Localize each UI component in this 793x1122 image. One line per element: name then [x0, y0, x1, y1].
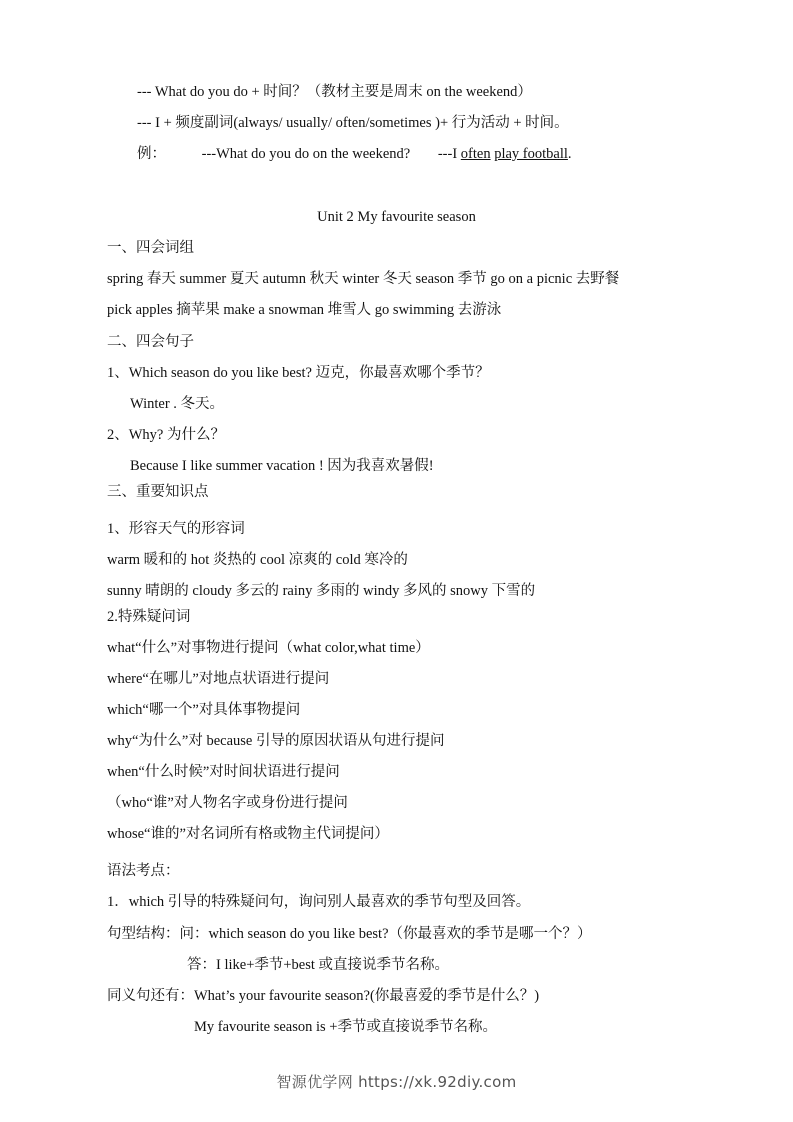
weather-adj-heading: 1、形容天气的形容词 [107, 521, 245, 537]
grammar-line-1: 1．which 引导的特殊疑问句，询问别人最喜欢的季节句型及回答。 [107, 894, 531, 910]
sentence-q1: 1、Which season do you like best? 迈克，你最喜欢哪个季节？ [107, 365, 490, 381]
grammar-line-3: 答：I like+季节+best 或直接说季节名称。 [187, 957, 450, 973]
wh-why: why“为什么”对 because 引导的原因状语从句进行提问 [107, 733, 445, 749]
weather-adj-line-1: warm 暖和的 hot 炎热的 cool 凉爽的 cold 寒冷的 [107, 552, 408, 568]
wh-words-heading: 2.特殊疑问词 [107, 609, 191, 625]
wh-who: （who“谁”对人物名字或身份进行提问 [107, 795, 348, 811]
example-answer-play: play football [494, 146, 568, 162]
section-3-heading: 三、重要知识点 [107, 484, 209, 500]
example-line [137, 145, 572, 163]
example-label: 例： [137, 146, 166, 162]
sentence-a1: Winter . 冬天。 [130, 396, 225, 412]
grammar-line-4: 同义句还有：What’s your favourite season?(你最喜爱的季节是什么？) [107, 988, 540, 1004]
weather-adj-line-2: sunny 晴朗的 cloudy 多云的 rainy 多雨的 windy 多风的 snowy 下雪的 [107, 583, 536, 599]
grammar-line-2: 句型结构：问：which season do you like best?（你最喜欢的季节是哪一个？） [107, 926, 592, 942]
intro-line-2: --- I + 频度副词(always/ usually/ often/sometimes )+ 行为活动 + 时间。 [137, 115, 569, 131]
sentence-a2: Because I like summer vacation ! 因为我喜欢暑假! [130, 458, 434, 474]
intro-line-1: --- What do you do + 时间？（教材主要是周末 on the weekend） [137, 84, 532, 100]
example-answer-prefix: ---I [437, 146, 461, 162]
section-2-heading: 二、四会句子 [107, 334, 194, 350]
wh-when: when“什么时候”对时间状语进行提问 [107, 764, 340, 780]
example-answer-end: . [567, 146, 572, 162]
phrase-line-2: pick apples 摘苹果 make a snowman 堆雪人 go swimming 去游泳 [107, 302, 502, 318]
grammar-heading: 语法考点： [107, 863, 180, 879]
footer-watermark: 智源优学网 https://xk.92diy.com [276, 1073, 517, 1091]
wh-which: which“哪一个”对具体事物提问 [107, 702, 301, 718]
example-question: ---What do you do on the weekend? [201, 146, 411, 162]
wh-whose: whose“谁的”对名词所有格或物主代词提问） [107, 826, 389, 842]
wh-where: where“在哪儿”对地点状语进行提问 [107, 671, 330, 687]
grammar-line-5: My favourite season is +季节或直接说季节名称。 [194, 1019, 497, 1035]
section-1-heading: 一、四会词组 [107, 240, 194, 256]
wh-what: what“什么”对事物进行提问（what color,what time） [107, 640, 430, 656]
unit-title: Unit 2 My favourite season [317, 209, 476, 225]
sentence-q2: 2、Why? 为什么？ [107, 427, 225, 443]
example-answer-often: often [460, 146, 491, 162]
phrase-line-1: spring 春天 summer 夏天 autumn 秋天 winter 冬天 season 季节 go on a picnic 去野餐 [107, 271, 620, 287]
